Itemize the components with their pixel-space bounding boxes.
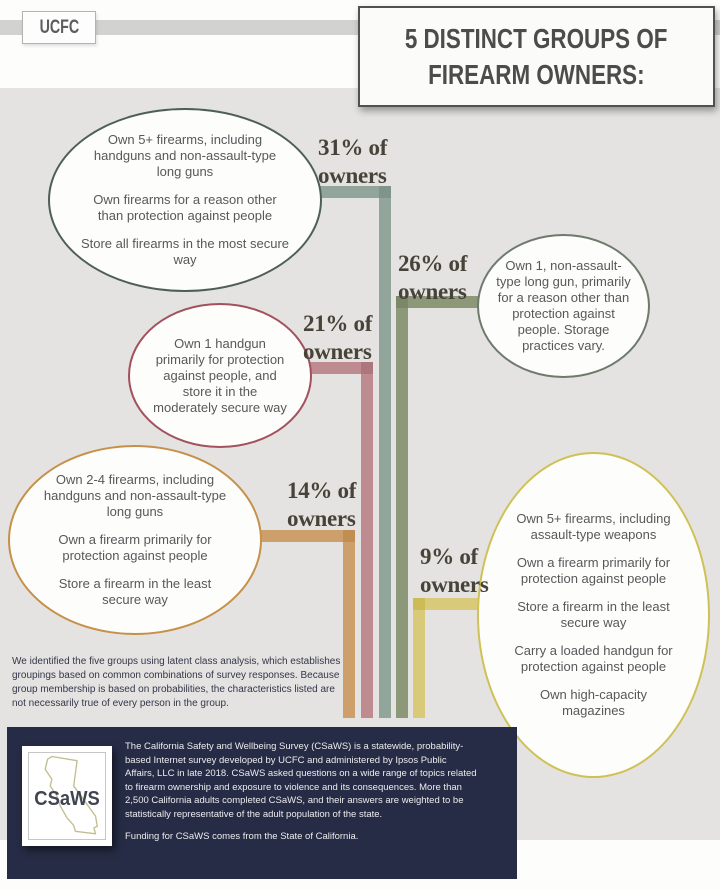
csaws-logo — [22, 746, 112, 846]
bubble-text: Own high-capacity magazines — [540, 687, 647, 718]
csaws-body-text: The California Safety and Wellbeing Survey (CSaWS) is a statewide, probability-based Internet survey developed by UCFC and administered by Ipsos Public Affairs, LLC in late 2018. CSaWS asked questions on a wide range of topics related to firearm ownership and exposure to violence and its consequences. More than 2,500 California adults completed CSaWS, and their answers are weighted to be statistically representative of the adult population of the state. — [125, 741, 477, 820]
percent-label-14pct: 14% of owners — [287, 478, 357, 531]
percent-label-31pct: 31% of owners — [318, 135, 388, 188]
group-bubble-21pct — [128, 303, 312, 448]
title-box — [358, 6, 715, 107]
percent-label-21pct: 21% of owners — [303, 311, 373, 364]
bubble-text: Own 5+ firearms, including assault-type weapons — [516, 511, 671, 542]
percent-label-26pct: 26% of owners — [398, 251, 468, 304]
csaws-funding-text: Funding for CSaWS comes from the State of California. — [125, 831, 359, 842]
bubble-text: Own 1, non-assault-type long gun, primarily for a reason other than protection against people. Storage practices vary. — [496, 258, 631, 353]
bubble-text: Own 5+ firearms, including handguns and non-assault-type long guns — [93, 132, 277, 179]
csaws-logo-text: CSaWS — [34, 788, 100, 810]
connector-corner-9pct — [413, 598, 425, 610]
bubble-text: Own a firearm primarily for protection against people — [516, 555, 671, 586]
methodology-note: We identified the five groups using latent class analysis, which establishes groupings based on common combinations of survey responses. Because group membership is based on probabilities, the characteristics listed are not necessarily true of every person in the group. — [12, 656, 341, 709]
bubble-text: Own a firearm primarily for protection against people — [58, 532, 212, 563]
title-line-2: FIREARM OWNERS: — [428, 58, 645, 90]
group-bubble-26pct — [477, 234, 650, 378]
bubble-text: Own 2-4 firearms, including handguns and non-assault-type long guns — [43, 472, 227, 519]
connector-vertical-31pct — [379, 186, 391, 718]
bubble-text: Store a firearm in the least secure way — [58, 576, 212, 607]
csaws-footer — [7, 727, 517, 879]
ucfc-logo — [22, 11, 96, 44]
bubble-text: Store all firearms in the most secure way — [80, 236, 290, 267]
bubble-text: Store a firearm in the least secure way — [517, 599, 670, 630]
title-line-1: 5 DISTINCT GROUPS OF — [405, 22, 668, 54]
bubble-text: Own 1 handgun primarily for protection against people, and store it in the moderately secure way — [153, 335, 287, 415]
csaws-description — [125, 740, 477, 844]
connector-vertical-9pct — [413, 598, 425, 718]
connector-vertical-21pct — [361, 362, 373, 718]
connector-vertical-26pct — [396, 296, 408, 718]
bubble-text: Own firearms for a reason other than protection against people — [93, 192, 277, 223]
group-bubble-14pct — [8, 445, 262, 635]
ucfc-logo-text: UCFC — [39, 16, 79, 38]
group-bubble-31pct — [48, 108, 322, 292]
bubble-text: Carry a loaded handgun for protection against people — [514, 643, 673, 674]
percent-label-9pct: 9% of owners — [420, 544, 489, 597]
